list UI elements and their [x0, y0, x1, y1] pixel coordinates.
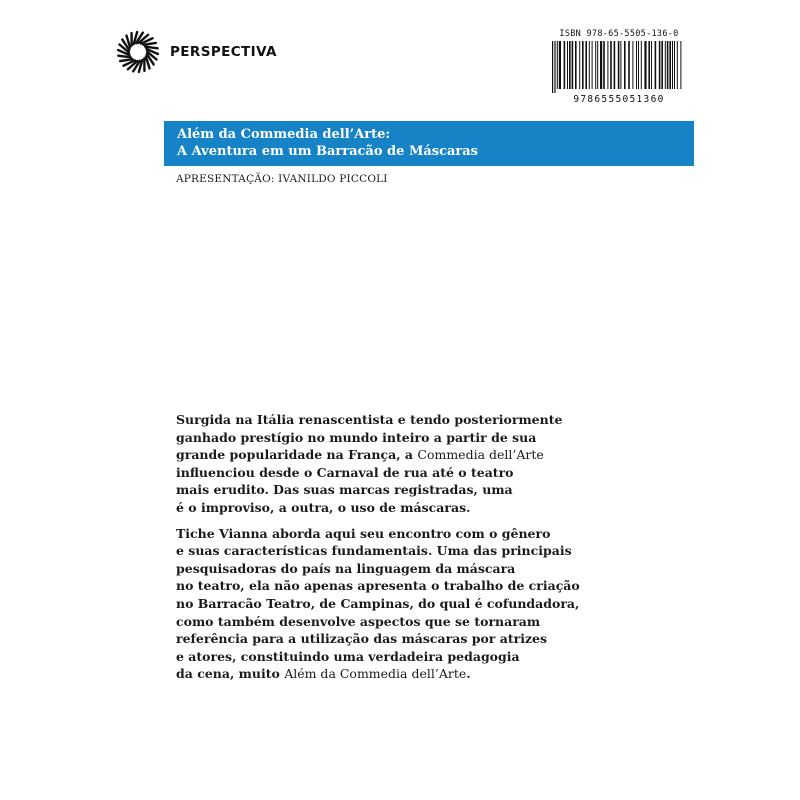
barcode-bar: [680, 41, 681, 89]
blurb-line: [176, 665, 606, 683]
barcode-bar: [564, 41, 566, 89]
barcode-bar: [552, 41, 553, 93]
barcode-bar: [589, 41, 590, 89]
blurb-line: influenciou desde o Carnaval de rua até o teatro: [176, 464, 514, 480]
blurb-line: ganhado prestígio no mundo inteiro a partir de sua: [176, 429, 537, 445]
blurb-line: [176, 446, 606, 464]
isbn-label: ISBN 978-65-5505-136-0: [559, 29, 679, 39]
barcode-bar: [638, 41, 639, 89]
barcode-bar: [607, 41, 608, 89]
barcode-bar: [674, 41, 675, 89]
title-band: [164, 121, 694, 166]
publisher-name: PERSPECTIVA: [170, 44, 277, 60]
barcode-bar: [632, 41, 633, 89]
back-cover-blurb: [176, 411, 606, 683]
barcode-bar: [624, 41, 626, 89]
barcode-bar: [620, 41, 621, 89]
barcode-bar: [572, 41, 574, 89]
barcode-bar: [559, 41, 561, 89]
barcode-bar: [554, 41, 555, 93]
barcode-bar: [582, 41, 584, 89]
barcode-bar: [618, 41, 620, 89]
blurb-line: pesquisadoras do país na linguagem da máscara: [176, 560, 516, 576]
blurb-line: no Barracão Teatro, de Campinas, do qual é cofundadora,: [176, 595, 580, 611]
blurb-text: grande popularidade na França, a: [176, 447, 418, 463]
book-title-line-2: A Aventura em um Barracão de Máscaras: [177, 144, 479, 159]
publisher-logo: [116, 30, 277, 74]
logo-ray: [143, 43, 155, 45]
blurb-line: e suas características fundamentais. Uma das principais: [176, 543, 572, 559]
blurb-paragraph-2: [176, 525, 606, 683]
barcode-bar: [641, 41, 642, 89]
barcode-bar: [648, 41, 650, 89]
barcode-bar: [672, 41, 673, 89]
barcode-bar: [567, 41, 568, 89]
radiating-lines-logo-icon: [116, 30, 160, 74]
blurb-line: como também desenvolve aspectos que se tornaram: [176, 613, 541, 629]
blurb-paragraph-1: [176, 411, 606, 517]
blurb-line: Surgida na Itália renascentista e tendo posteriormente: [176, 412, 563, 427]
barcode-bar: [600, 41, 602, 89]
barcode-bar: [665, 41, 666, 89]
logo-ray: [145, 47, 157, 49]
blurb-line: referência para a utilização das máscaras por atrizes: [176, 631, 548, 647]
blurb-line: é o improviso, a outra, o uso de máscaras.: [176, 499, 471, 515]
barcode-bar: [557, 41, 558, 89]
barcode-bar: [628, 41, 630, 89]
barcode-bar: [614, 41, 616, 89]
logo-ray: [120, 59, 132, 61]
blurb-text: da cena, muito: [176, 666, 285, 682]
barcode-bar: [651, 41, 652, 89]
book-title-reference: Além da Commedia dell’Arte: [284, 666, 467, 682]
barcode-bar: [592, 41, 593, 89]
blurb-line: no teatro, ela não apenas apresenta o trabalho de criação: [176, 578, 580, 594]
barcode-bar: [644, 41, 646, 89]
isbn-barcode: [550, 29, 688, 105]
barcode-bar: [667, 41, 669, 89]
barcode-bar: [677, 41, 678, 89]
barcode-bar: [655, 41, 657, 89]
barcode-bar: [579, 41, 580, 89]
barcode-bars: [550, 41, 688, 93]
barcode-bar: [610, 41, 612, 89]
blurb-line: mais erudito. Das suas marcas registradas, uma: [176, 482, 513, 498]
isbn-digits: 9786555051360: [573, 94, 665, 105]
blurb-text: .: [466, 666, 471, 682]
blurb-line: Tiche Vianna aborda aqui seu encontro com o gênero: [176, 525, 551, 541]
blurb-line: e atores, constituindo uma verdadeira pedagogia: [176, 648, 520, 664]
barcode-bar: [659, 41, 661, 89]
barcode-bar: [661, 41, 663, 89]
barcode-bar: [597, 41, 598, 89]
book-title-line-1: Além da Commedia dell’Arte:: [177, 127, 391, 142]
barcode-bar: [636, 41, 637, 89]
barcode-bar: [585, 41, 587, 89]
genre-name: Commedia dell’Arte: [417, 447, 544, 463]
barcode-bar: [595, 41, 596, 89]
barcode-bar: [603, 41, 605, 89]
barcode-bar: [575, 41, 577, 89]
barcode-bar: [569, 41, 571, 89]
barcode-bar: [669, 41, 671, 89]
presentation-credit: APRESENTAÇÃO: IVANILDO PICCOLI: [176, 173, 388, 185]
